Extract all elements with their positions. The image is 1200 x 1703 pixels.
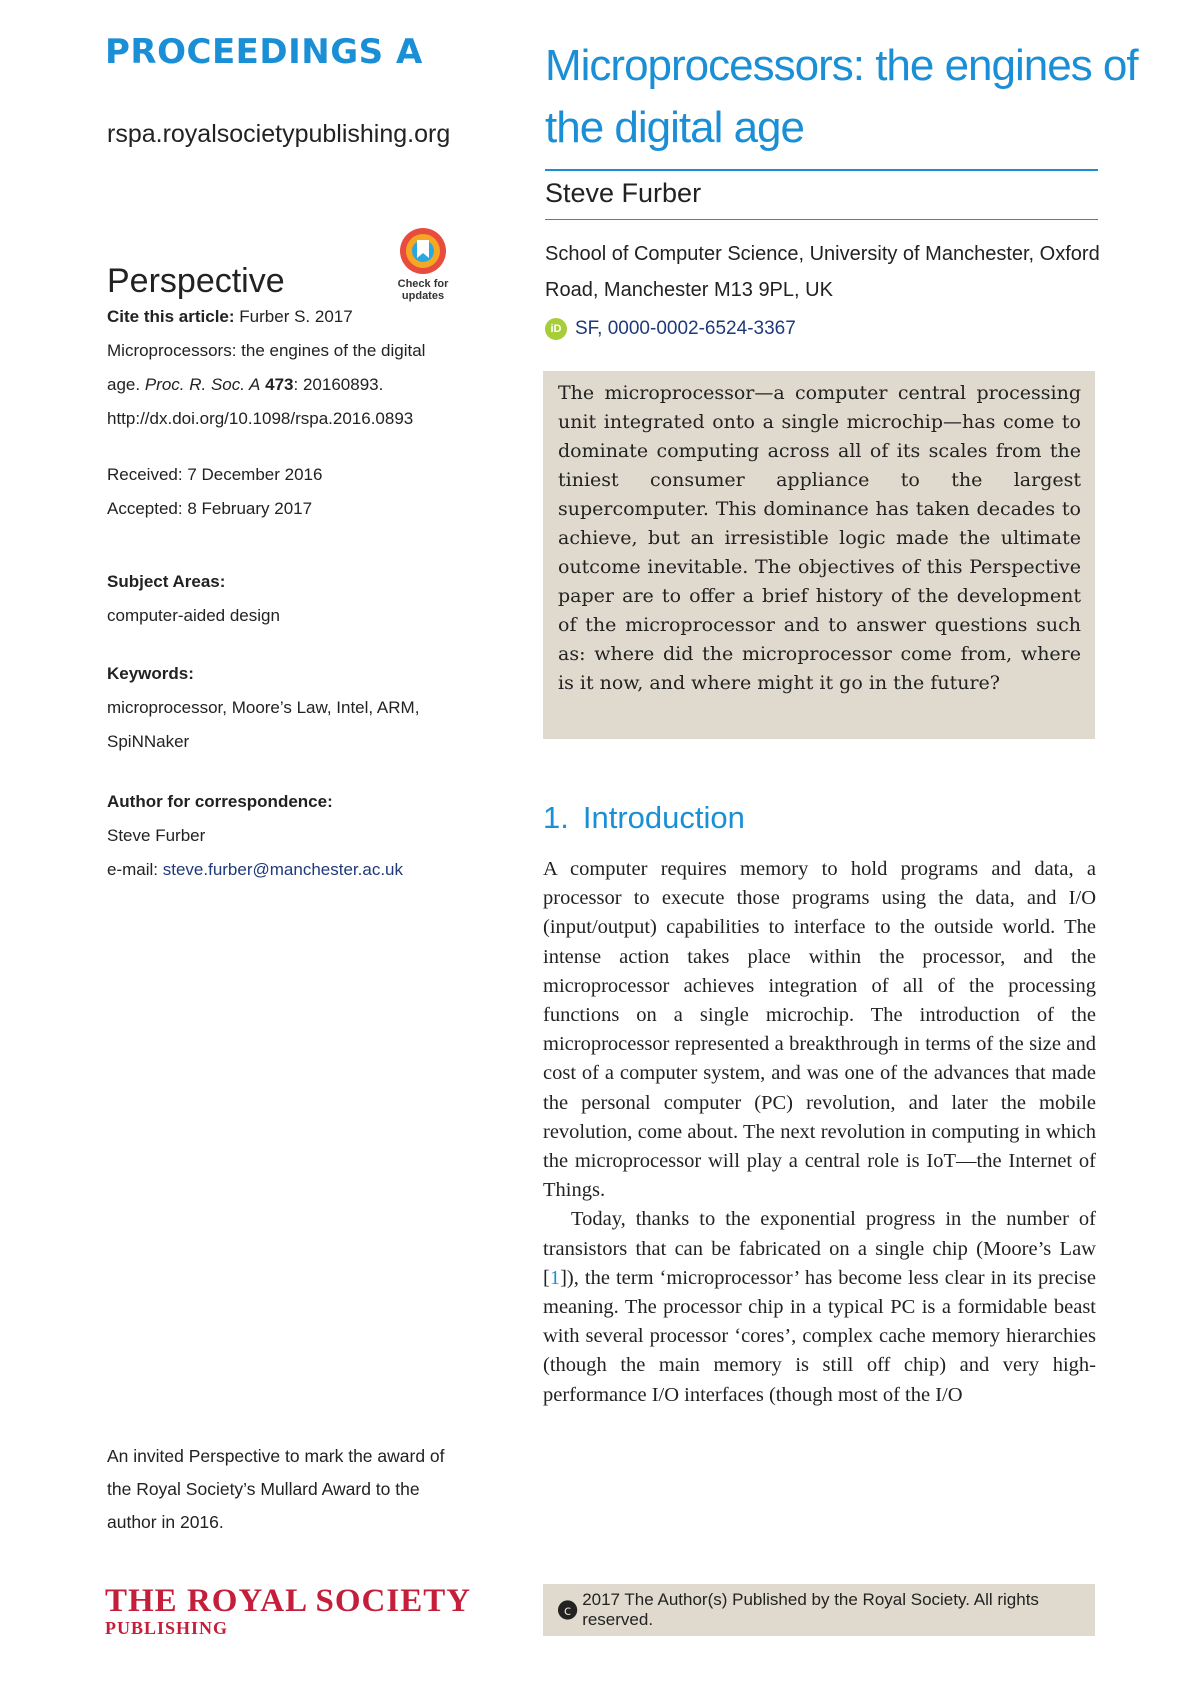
paragraph-1: A computer requires memory to hold programs and data, a processor to execute those programs using the data, and I/O (input/output) capabilities to interface to the outside world. The intense action takes place within the processor, and the microprocessor achieves integration of all of the processing functions on a single microchip. The introduction of the microprocessor represented a breakthrough in terms of the size and cost of a computer system, and was one of the advances that made the personal computer (PC) revolution, and later the mobile revolution, come about. The next revolution in computing in which the microprocessor will play a central role is IoT—the Internet of Things. <box>543 858 1096 1202</box>
cite-volume: 473 <box>265 375 294 394</box>
invited-note: An invited Perspective to mark the award of the Royal Society’s Mullard Award to the author in 2016. <box>107 1446 445 1532</box>
royal-society-logo[interactable] <box>105 1585 471 1638</box>
cite-label: Cite this article: <box>107 307 235 326</box>
copyright-text: 2017 The Author(s) Published by the Royal Society. All rights reserved. <box>582 1590 1039 1629</box>
orcid-icon: iD <box>545 318 567 340</box>
citation-link[interactable]: 1 <box>549 1266 561 1289</box>
check-for-updates-icon <box>398 226 448 276</box>
correspondence-block <box>107 785 437 887</box>
section-heading <box>543 800 745 836</box>
journal-site[interactable]: rspa.royalsocietypublishing.org <box>107 120 451 148</box>
affiliation: School of Computer Science, University of Manchester, Oxford Road, Manchester M13 9PL, UK <box>545 243 1100 301</box>
subject-value: computer-aided design <box>107 606 280 625</box>
keywords-label: Keywords: <box>107 664 194 683</box>
dates-block <box>107 458 437 526</box>
subject-areas <box>107 565 437 633</box>
orcid-text: SF, 0000-0002-6524-3367 <box>575 318 796 339</box>
correspondence-email[interactable]: steve.furber@manchester.ac.uk <box>162 860 403 879</box>
keywords-value: microprocessor, Moore’s Law, Intel, ARM, SpiNNaker <box>107 698 420 751</box>
section-number: 1. <box>543 800 569 835</box>
paragraph-2-b: ]), the term ‘microprocessor’ has become less clear in its precise meaning. The processor chip in a typical PC is a formidable beast with several processor ‘cores’, complex cache memory hierarchies (though the main memory is still off chip) and very high-performance I/O interfaces (though most of the I/O <box>543 1266 1096 1406</box>
check-for-updates-badge[interactable] <box>388 226 458 302</box>
copyright-bar <box>543 1584 1095 1636</box>
accepted-date: Accepted: 8 February 2017 <box>107 499 313 518</box>
svg-text:c: c <box>563 1602 572 1619</box>
author-name: Steve Furber <box>545 178 702 208</box>
cite-doi[interactable]: http://dx.doi.org/10.1098/rspa.2016.0893 <box>107 409 414 428</box>
email-label: e-mail: <box>107 860 163 879</box>
publisher-line2: PUBLISHING <box>105 1618 229 1638</box>
abstract-text: The microprocessor—a computer central processing unit integrated onto a single microchip—has come to dominate computing across all of its scales from the tiniest consumer appliance to the largest supercomputer. This dominance has taken decades to achieve, but an irresistible logic made the ultimate outcome inevitable. The objectives of this Perspective paper are to offer a brief history of the development of the microprocessor and to answer questions such as: where did the microprocessor come from, where is it now, and where might it go in the future? <box>558 382 1081 694</box>
received-date: Received: 7 December 2016 <box>107 465 323 484</box>
paragraph-2-a: Today, thanks to the exponential progress in the number of transistors that can be fabricated on a single chip (Moore’s Law [ <box>543 1208 1096 1289</box>
keywords-block <box>107 657 437 759</box>
citation-block <box>107 300 437 436</box>
check-for-updates-label: Check for updates <box>397 278 449 302</box>
abstract-box <box>543 371 1095 739</box>
copyright-icon <box>557 1599 578 1621</box>
orcid-link[interactable] <box>545 318 796 340</box>
author-rule <box>545 219 1098 220</box>
section-title: Introduction <box>582 800 745 835</box>
paragraph-2 <box>543 1205 1096 1409</box>
correspondence-name: Steve Furber <box>107 826 206 845</box>
subject-label: Subject Areas: <box>107 572 226 591</box>
article-title: Microprocessors: the engines of the digital age <box>545 41 1138 152</box>
title-rule <box>545 169 1098 171</box>
publisher-line1: THE ROYAL SOCIETY <box>105 1583 472 1619</box>
journal-name: PROCEEDINGS A <box>105 32 423 72</box>
correspondence-label: Author for correspondence: <box>107 792 333 811</box>
article-type: Perspective <box>107 262 285 300</box>
body-text <box>543 855 1096 1410</box>
cite-id: : 20160893. <box>293 375 384 394</box>
cite-journal: Proc. R. Soc. A <box>144 375 261 394</box>
cite-text: Furber S. 2017 Microprocessors: the engines of the digital age. <box>107 307 426 394</box>
